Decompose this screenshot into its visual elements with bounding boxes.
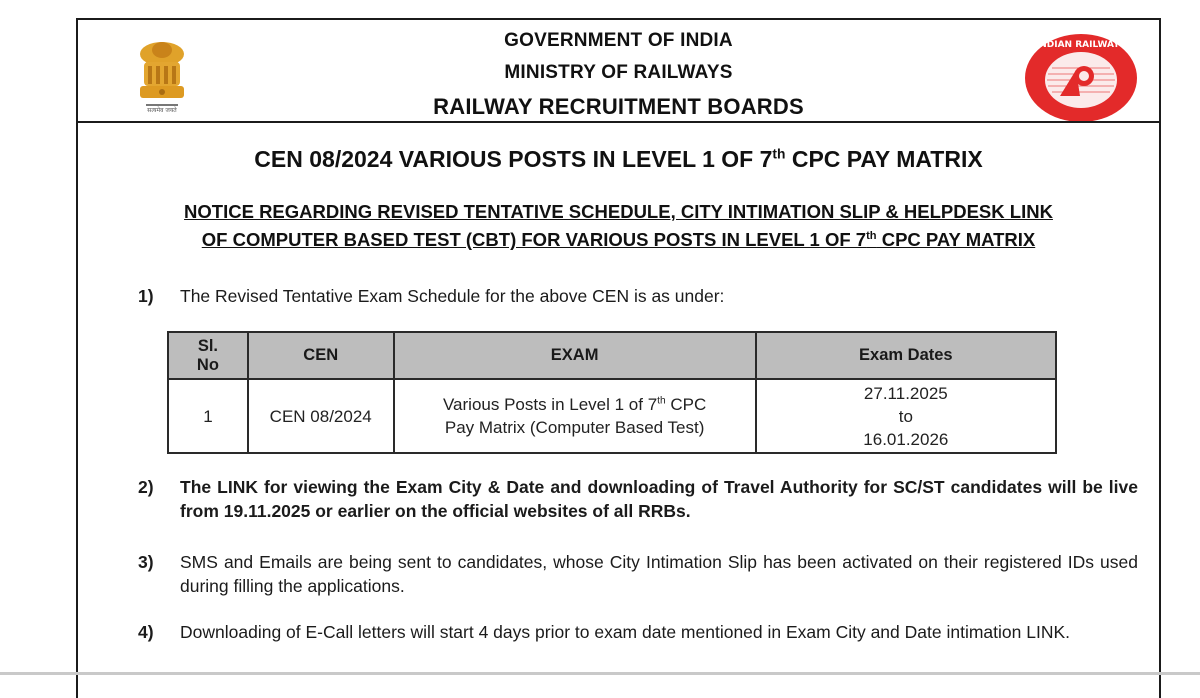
document-frame xyxy=(76,18,1161,698)
exam-schedule-table xyxy=(167,331,1057,454)
header-divider xyxy=(78,121,1159,123)
header-boards: RAILWAY RECRUITMENT BOARDS xyxy=(433,94,804,119)
col-header-exam-dates: Exam Dates xyxy=(756,332,1056,379)
cell-cen: CEN 08/2024 xyxy=(248,379,394,453)
header-government: GOVERNMENT OF INDIA xyxy=(504,30,733,51)
notice-heading-line2: OF COMPUTER BASED TEST (CBT) FOR VARIOUS POSTS IN LEVEL 1 OF 7th CPC PAY MATRIX xyxy=(201,229,1036,250)
document-title: CEN 08/2024 VARIOUS POSTS IN LEVEL 1 OF 7th CPC PAY MATRIX xyxy=(254,146,983,172)
table-header-row xyxy=(168,332,1056,379)
notice-heading-line1: NOTICE REGARDING REVISED TENTATIVE SCHEDULE, CITY INTIMATION SLIP & HELPDESK LINK xyxy=(184,201,1053,222)
item-number: 1) xyxy=(138,286,154,306)
item-number: 3) xyxy=(138,552,154,572)
cell-exam-dates: 27.11.2025 to 16.01.2026 xyxy=(756,379,1056,453)
col-header-exam: EXAM xyxy=(394,332,756,379)
svg-text:सत्यमेव जयते: सत्यमेव जयते xyxy=(147,107,177,114)
item-text: The Revised Tentative Exam Schedule for the above CEN is as under: xyxy=(180,286,725,306)
svg-text:INDIAN RAILWAYS: INDIAN RAILWAYS xyxy=(1035,40,1127,50)
item-number: 4) xyxy=(138,622,154,642)
item-number: 2) xyxy=(138,477,154,497)
cell-exam: Various Posts in Level 1 of 7th CPC Pay Matrix (Computer Based Test) xyxy=(394,379,756,453)
col-header-cen: CEN xyxy=(248,332,394,379)
item-text: SMS and Emails are being sent to candidates, whose City Intimation Slip has been activated on their registered IDs used during filling the applications. xyxy=(180,552,1138,596)
col-header-sl-no: Sl. No xyxy=(168,332,248,379)
header-ministry: MINISTRY OF RAILWAYS xyxy=(504,62,733,83)
cell-sl-no: 1 xyxy=(168,379,248,453)
table-row xyxy=(168,379,1056,453)
indian-railways-logo-icon xyxy=(1022,30,1140,126)
item-text: The LINK for viewing the Exam City & Date and downloading of Travel Authority for SC/ST candidates will be live from 19.11.2025 or earlier on the official websites of all RRBs. xyxy=(180,477,1138,521)
item-text: Downloading of E-Call letters will start 4 days prior to exam date mentioned in Exam City and Date intimation LINK. xyxy=(180,622,1070,642)
